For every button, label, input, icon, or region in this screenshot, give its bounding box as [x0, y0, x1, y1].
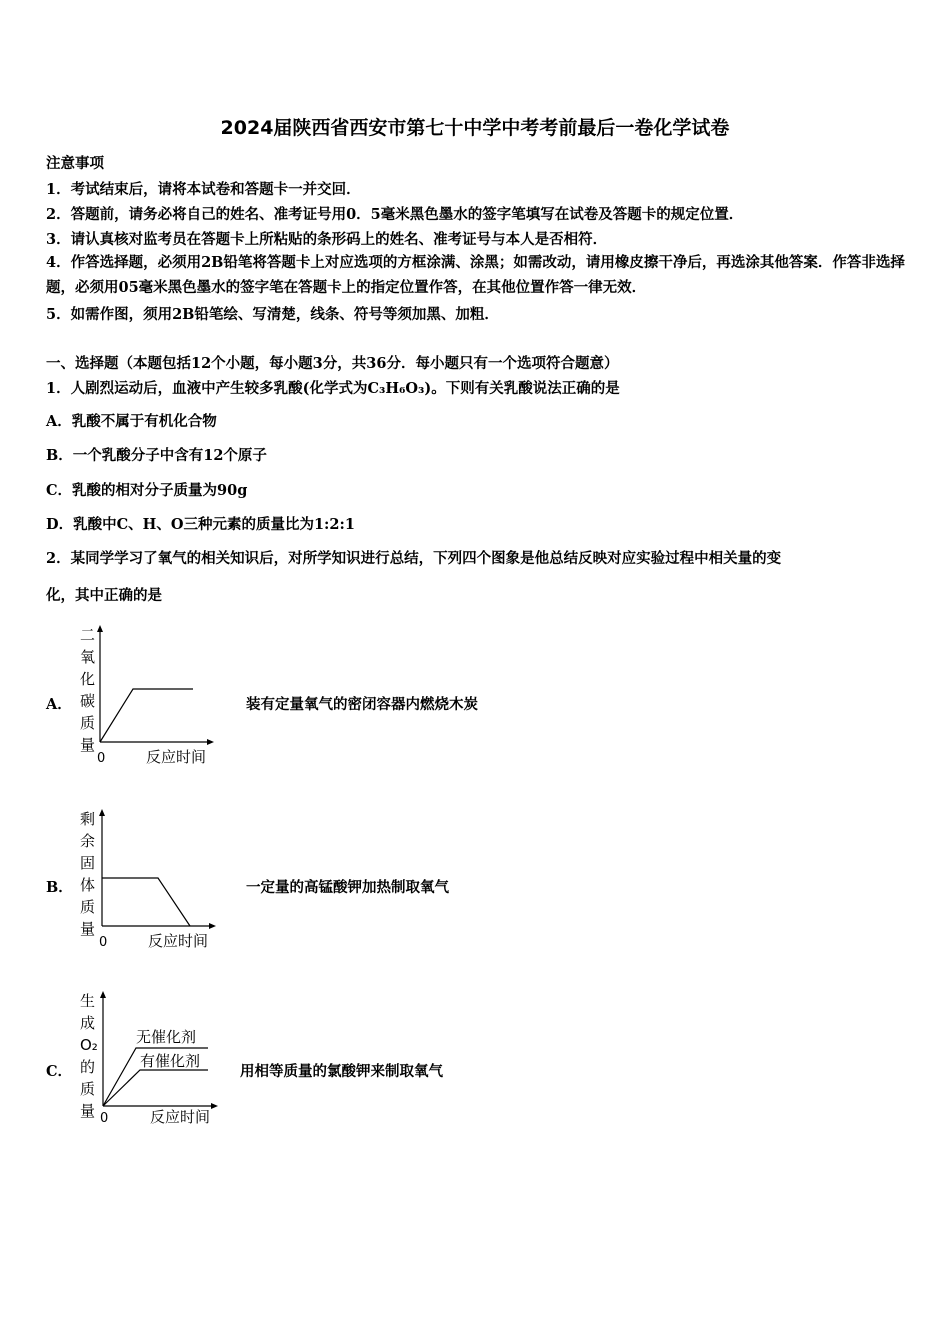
graph-c-ylabel-0: 生 [80, 992, 96, 1010]
graph-b [70, 806, 230, 956]
q1-stem: 1．人剧烈运动后，血液中产生较多乳酸(化学式为C₃H₆O₃)。下则有关乳酸说法正确的是 [46, 380, 620, 397]
q1-option-b: B．一个乳酸分子中含有12个原子 [46, 447, 267, 464]
graph-c-curve2-label: 有催化剂 [140, 1052, 201, 1070]
graph-b-y-arrow [99, 809, 105, 816]
graph-a-desc: 装有定量氧气的密闭容器内燃烧木炭 [246, 696, 478, 713]
graph-c-letter: C． [46, 1063, 73, 1080]
graph-c-y-arrow [100, 991, 106, 998]
graph-c-ylabel-2: O₂ [80, 1036, 98, 1054]
notice-item-5: 5．如需作图，须用2B铅笔绘、写清楚，线条、符号等须加黑、加粗． [46, 306, 499, 323]
graph-c-ylabel-5: 量 [80, 1102, 96, 1120]
graph-b-ylabel-1: 余 [80, 832, 96, 850]
page-title: 2024届陕西省西安市第七十中学中考考前最后一卷化学试卷 [220, 117, 730, 139]
q1-option-c: C．乳酸的相对分子质量为90g [46, 482, 248, 499]
section-heading: 一、选择题（本题包括12个小题，每小题3分，共36分．每小题只有一个选项符合题意） [46, 355, 619, 372]
graph-a-ylabel-2: 化 [80, 670, 96, 688]
notice-heading: 注意事项 [46, 155, 104, 172]
graph-c-xlabel: 反应时间 [150, 1108, 211, 1126]
graph-b-curve [102, 878, 190, 926]
graph-c-ylabel-1: 成 [80, 1014, 96, 1032]
q1-option-a: A．乳酸不属于有机化合物 [46, 413, 217, 430]
graph-a-ylabel-3: 碳 [80, 692, 96, 710]
graph-a-y-arrow [97, 625, 103, 632]
notice-item-4: 4．作答选择题，必须用2B铅笔将答题卡上对应选项的方框涂满、涂黑；如需改动，请用橡皮擦干净后，再选涂其他答案．作答非选择题，必须用05毫米黑色墨水的签字笔在答题卡上的指定位置作答，在其他位置作答一律无效． [46, 254, 905, 296]
graph-a-x-arrow [207, 739, 214, 745]
graph-b-letter: B． [46, 879, 73, 896]
notice-item-2: 2．答题前，请务必将自己的姓名、准考证号用0．5毫米黑色墨水的签字笔填写在试卷及答题卡的规定位置． [46, 206, 744, 223]
graph-a-ylabel-4: 质 [80, 714, 96, 732]
graph-c-desc: 用相等质量的氯酸钾来制取氧气 [240, 1063, 443, 1080]
graph-c-origin: 0 [100, 1111, 109, 1126]
graph-b-xlabel: 反应时间 [148, 932, 209, 950]
graph-a-ylabel-5: 量 [80, 736, 96, 754]
q2-stem-line1: 2．某同学学习了氧气的相关知识后，对所学知识进行总结，下列四个图象是他总结反映对应实验过程中相关量的变 [46, 550, 782, 567]
graph-a-origin: 0 [97, 751, 106, 766]
graph-a-ylabel-1: 氧 [80, 648, 96, 666]
q2-stem-line2: 化，其中正确的是 [46, 587, 162, 604]
graph-c [70, 988, 230, 1138]
graph-c-ylabel-3: 的 [80, 1058, 96, 1076]
graph-a-curve [100, 689, 193, 742]
graph-b-origin: 0 [99, 935, 108, 950]
graph-c-curve-with-catalyst [103, 1070, 208, 1106]
graph-b-desc: 一定量的高锰酸钾加热制取氧气 [246, 879, 449, 896]
graph-b-ylabel-3: 体 [80, 876, 96, 894]
graph-b-x-arrow [209, 923, 216, 929]
notice-item-1: 1．考试结束后，请将本试卷和答题卡一并交回． [46, 181, 361, 198]
graph-b-ylabel-5: 量 [80, 920, 96, 938]
graph-b-ylabel-4: 质 [80, 898, 96, 916]
graph-a-ylabel-0: 二 [80, 626, 96, 644]
graph-c-ylabel-4: 质 [80, 1080, 96, 1098]
q1-option-d: D．乳酸中C、H、O三种元素的质量比为1:2:1 [46, 516, 355, 533]
graph-a-xlabel: 反应时间 [146, 748, 207, 766]
graph-a [70, 622, 230, 772]
graph-c-x-arrow [211, 1103, 218, 1109]
graph-b-ylabel-2: 固 [80, 854, 96, 872]
graph-a-letter: A． [46, 696, 72, 713]
graph-b-ylabel-0: 剩 [80, 810, 96, 828]
notice-item-3: 3．请认真核对监考员在答题卡上所粘贴的条形码上的姓名、准考证号与本人是否相符． [46, 231, 608, 248]
graph-c-curve1-label: 无催化剂 [136, 1028, 197, 1046]
